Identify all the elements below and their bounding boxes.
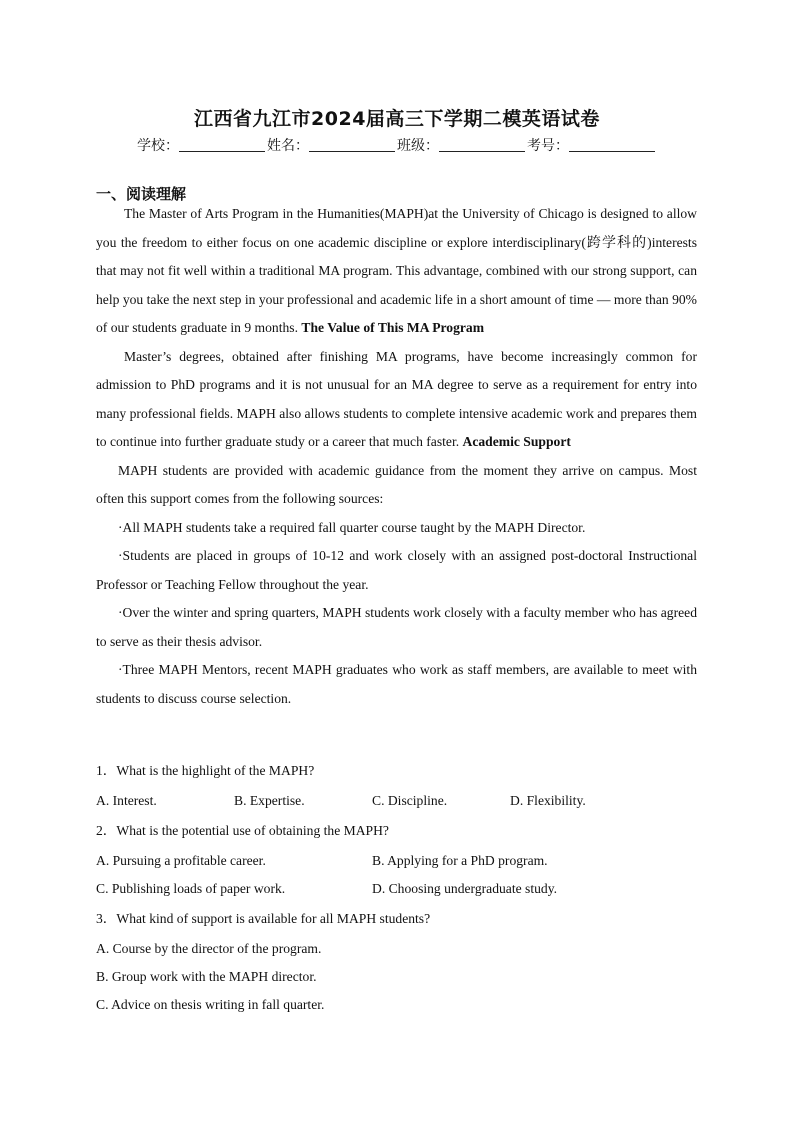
bullet-item: ·Over the winter and spring quarters, MAPH students work closely with a faculty member who has agreed to serve as their thesis advisor. <box>96 605 697 649</box>
option-item[interactable]: C. Discipline. <box>372 793 448 808</box>
question-stem: 2．What is the potential use of obtaining the MAPH? <box>96 823 389 838</box>
passage-paragraph-1: The Master of Arts Program in the Humanities(MAPH)at the University of Chicago is designed to allow you the freedom to either focus on one academic discipline or explore interdisciplinary(跨学科的)interests that may not fit well within a traditional MA program. This advantage, combined with our strong support, can help you take the next step in your professional and academic life in a short amount of time — more than 90% of our students graduate in 9 months. The Value of This MA Program <box>96 206 698 335</box>
number-blank[interactable] <box>569 137 655 152</box>
question-options <box>96 847 697 875</box>
option-item[interactable]: B. Group work with the MAPH director. <box>96 969 317 984</box>
class-blank[interactable] <box>439 137 525 152</box>
option-item[interactable]: A. Pursuing a profitable career. <box>96 853 266 868</box>
reading-passage <box>96 200 697 713</box>
exam-title: 江西省九江市2024届高三下学期二模英语试卷 <box>194 108 600 130</box>
section-title: 一、阅读理解 <box>96 185 187 203</box>
option-item[interactable]: B. Expertise. <box>234 793 305 808</box>
student-info-line <box>0 135 794 155</box>
passage-heading-value: The Value of This MA Program <box>301 320 485 335</box>
number-label: 考号： <box>527 138 569 154</box>
passage-paragraph-2: Master’s degrees, obtained after finishing MA programs, have become increasingly common for admission to PhD programs and it is not unusual for an MA degree to serve as a requirement for entry into many professional fields. MAPH also allows students to complete intensive academic work and prepares them to continue into further graduate study or a career that much faster. Academic Support <box>96 348 697 449</box>
questions-block <box>96 757 697 1019</box>
bullet-item: ·All MAPH students take a required fall quarter course taught by the MAPH Director. <box>118 519 586 535</box>
option-item[interactable]: C. Publishing loads of paper work. <box>96 881 286 896</box>
option-item[interactable]: A. Course by the director of the program. <box>96 941 322 956</box>
class-label: 班级： <box>397 138 439 154</box>
option-item[interactable]: A. Interest. <box>96 793 157 808</box>
name-blank[interactable] <box>309 137 395 152</box>
option-item[interactable]: D. Flexibility. <box>510 793 586 808</box>
passage-paragraph-3: MAPH students are provided with academic guidance from the moment they arrive on campus. Most often this support comes from the following sources: <box>96 462 697 506</box>
question-stem: 3．What kind of support is available for all MAPH students? <box>96 911 431 926</box>
chinese-gloss: 跨学科的 <box>585 234 648 251</box>
question-options <box>96 787 697 815</box>
option-item[interactable]: D. Choosing undergraduate study. <box>372 881 558 896</box>
question-options <box>96 875 697 903</box>
school-blank[interactable] <box>179 137 265 152</box>
option-item[interactable]: B. Applying for a PhD program. <box>372 853 548 868</box>
bullet-item: ·Three MAPH Mentors, recent MAPH graduates who work as staff members, are available to meet with students to discuss course selection. <box>96 662 697 706</box>
school-label: 学校： <box>137 138 179 154</box>
option-item[interactable]: C. Advice on thesis writing in fall quarter. <box>96 997 325 1012</box>
passage-heading-support: Academic Support <box>462 434 571 449</box>
question-stem: 1．What is the highlight of the MAPH? <box>96 763 315 778</box>
bullet-item: ·Students are placed in groups of 10-12 and work closely with an assigned post-doctoral Instructional Professor or Teaching Fellow throughout the year. <box>96 548 697 592</box>
name-label: 姓名： <box>267 138 309 154</box>
